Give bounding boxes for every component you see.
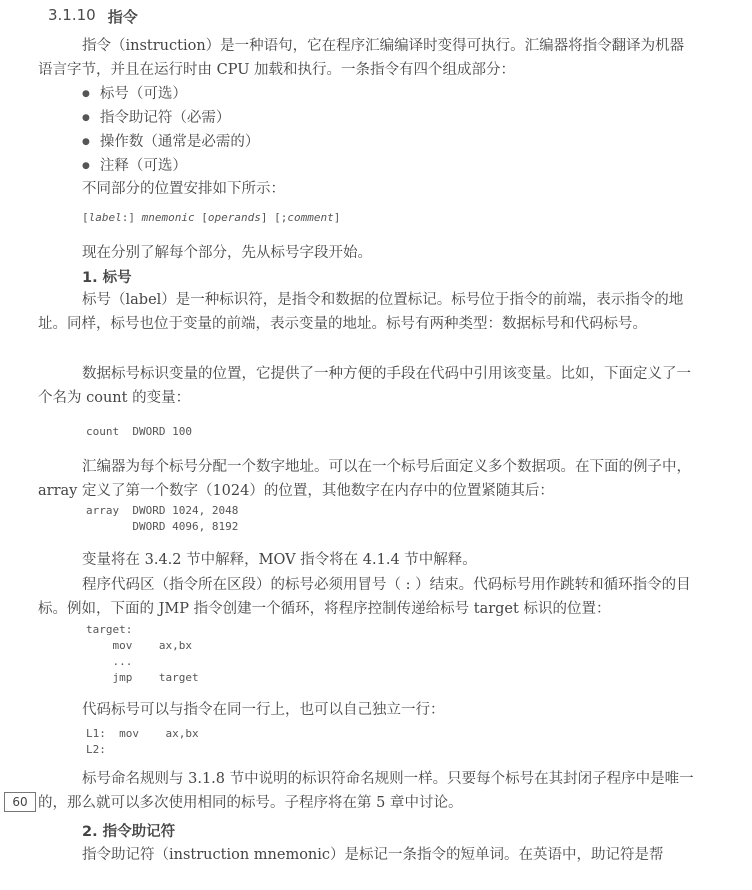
labels-paragraph-2: 数据标号标识变量的位置，它提供了一种方便的手段在代码中引用该变量。比如，下面定义了一个名为 count 的变量： [38,366,691,406]
labels-heading: 1. 标号 [82,270,132,286]
syntax-comment: comment [287,211,334,224]
layout-sentence: 不同部分的位置安排如下所示： [82,181,285,197]
labels-paragraph-7: 标号命名规则与 3.1.8 节中说明的标识符命名规则一样。只要每个标号在其封闭子程序中是唯一的，那么就可以多次使用相同的标号。子程序将在第 5 章中讨论。 [38,771,694,811]
syntax-semicolon: ] [; [260,211,288,224]
syntax-bracket: [ [82,211,89,224]
list-item: ● 指令助记符（必需） [82,106,259,130]
section-title [48,6,138,27]
instruction-parts-list [82,82,259,178]
mnemonic-heading: 2. 指令助记符 [82,824,176,840]
syntax-colon: :] [121,211,142,224]
transition-sentence: 现在分别了解每个部分，先从标号字段开始。 [82,245,372,261]
code-block-count: count DWORD 100 [86,425,192,438]
syntax-bracket: [ [194,211,208,224]
instruction-syntax [82,211,340,224]
list-item: ● 注释（可选） [82,154,259,178]
labels-paragraph-6: 代码标号可以与指令在同一行上，也可以自己独立一行： [82,702,445,718]
labels-paragraph-4: 变量将在 3.4.2 节中解释，MOV 指令将在 4.1.4 节中解释。 [82,552,477,568]
code-block-loop: target: mov ax,bx ... jmp target [86,623,199,684]
labels-paragraph-3: 汇编器为每个标号分配一个数字地址。可以在一个标号后面定义多个数据项。在下面的例子中，array 定义了第一个数字（1024）的位置，其他数字在内存中的位置紧随其后： [38,459,691,499]
mnemonic-paragraph: 指令助记符（instruction mnemonic）是标记一条指令的短单词。在英语中，助记符是帮 [82,847,664,863]
list-item: ● 标号（可选） [82,82,259,106]
syntax-mnemonic: mnemonic [141,211,195,224]
section-number: 3.1.10 [48,6,96,24]
labels-paragraph-1: 标号（label）是一种标识符，是指令和数据的位置标记。标号位于指令的前端，表示指令的地址。同样，标号也位于变量的前端，表示变量的地址。标号有两种类型：数据标号和代码标号。 [38,292,684,332]
labels-paragraph-5: 程序代码区（指令所在区段）的标号必须用冒号（ : ）结束。代码标号用作跳转和循环指令的目标。例如，下面的 JMP 指令创建一个循环，将程序控制传递给标号 target 标识的位置： [38,577,691,617]
section-name: 指令 [107,8,138,26]
intro-paragraph: 指令（instruction）是一种语句，它在程序汇编编译时变得可执行。汇编器将指令翻译为机器语言字节，并且在运行时由 CPU 加载和执行。一条指令有四个组成部分： [38,38,685,78]
page-number: 60 [4,792,36,812]
code-block-array: array DWORD 1024, 2048 DWORD 4096, 8192 [86,504,239,533]
syntax-operands: operands [207,211,261,224]
syntax-label: label [88,211,122,224]
code-block-l1-l2: L1: mov ax,bx L2: [86,727,199,756]
list-item: ● 操作数（通常是必需的） [82,130,259,154]
syntax-bracket: ] [333,211,341,224]
